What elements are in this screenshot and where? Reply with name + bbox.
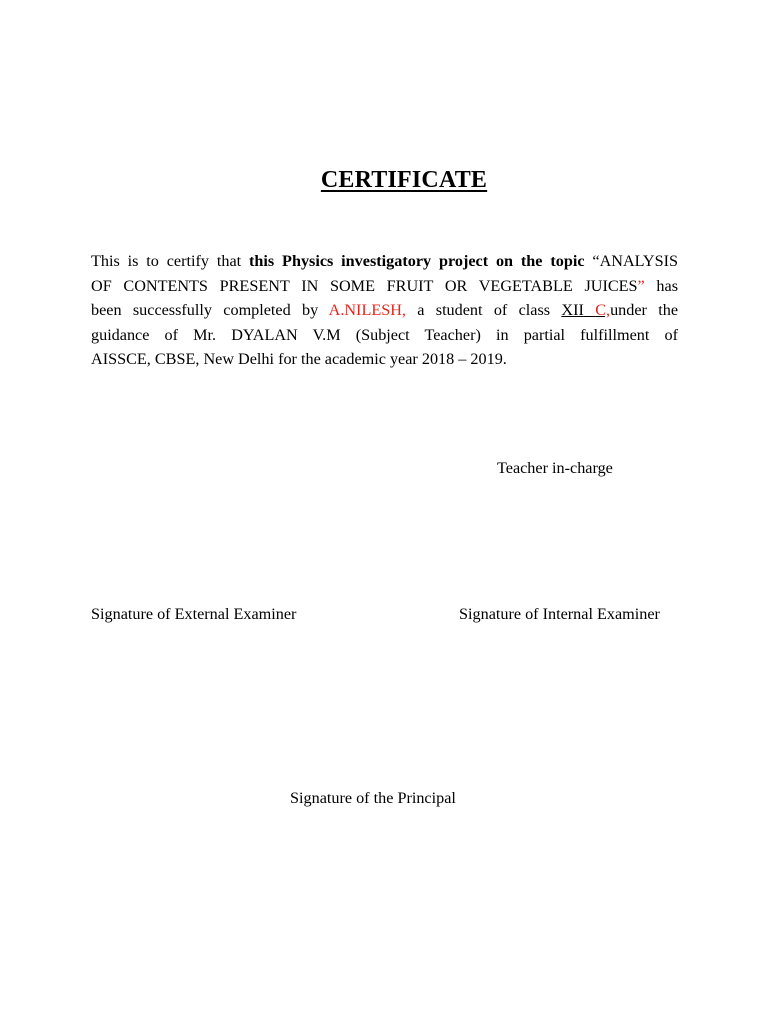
class-xii: XII <box>561 301 584 319</box>
body-line-5: AISSCE, CBSE, New Delhi for the academic year 2018 – 2019. <box>91 350 507 368</box>
body-bold-phrase: this Physics investigatory project on the topic <box>249 252 585 270</box>
body-line-1 <box>91 249 678 274</box>
body-intro: This is to certify that <box>91 252 249 270</box>
principal-signature-label: Signature of the Principal <box>290 789 456 807</box>
body-line-3-after: under the <box>610 301 679 319</box>
certificate-body <box>91 249 678 372</box>
body-before-name: been successfully completed by <box>91 301 329 319</box>
body-line-2-after: has <box>644 276 678 295</box>
project-topic: OF CONTENTS PRESENT IN SOME FRUIT OR VEGETABLE JUICES <box>91 276 638 295</box>
body-middle: a student of class <box>405 301 562 319</box>
quote-close-mark: ” <box>637 276 645 295</box>
body-quote-open: “ANALYSIS <box>584 252 679 270</box>
class-space <box>584 301 595 319</box>
class-name <box>561 301 610 319</box>
body-line-4: guidance of Mr. DYALAN V.M (Subject Teacher) in partial fulfillment of <box>91 325 678 344</box>
internal-examiner-signature-label: Signature of Internal Examiner <box>459 605 660 623</box>
body-line-3 <box>91 298 678 323</box>
student-name: A.NILESH, <box>328 301 406 319</box>
teacher-in-charge-label: Teacher in-charge <box>497 459 613 477</box>
certificate-title: CERTIFICATE <box>320 167 488 193</box>
body-line-2 <box>91 274 678 299</box>
class-section: C, <box>595 301 611 319</box>
external-examiner-signature-label: Signature of External Examiner <box>91 605 297 623</box>
